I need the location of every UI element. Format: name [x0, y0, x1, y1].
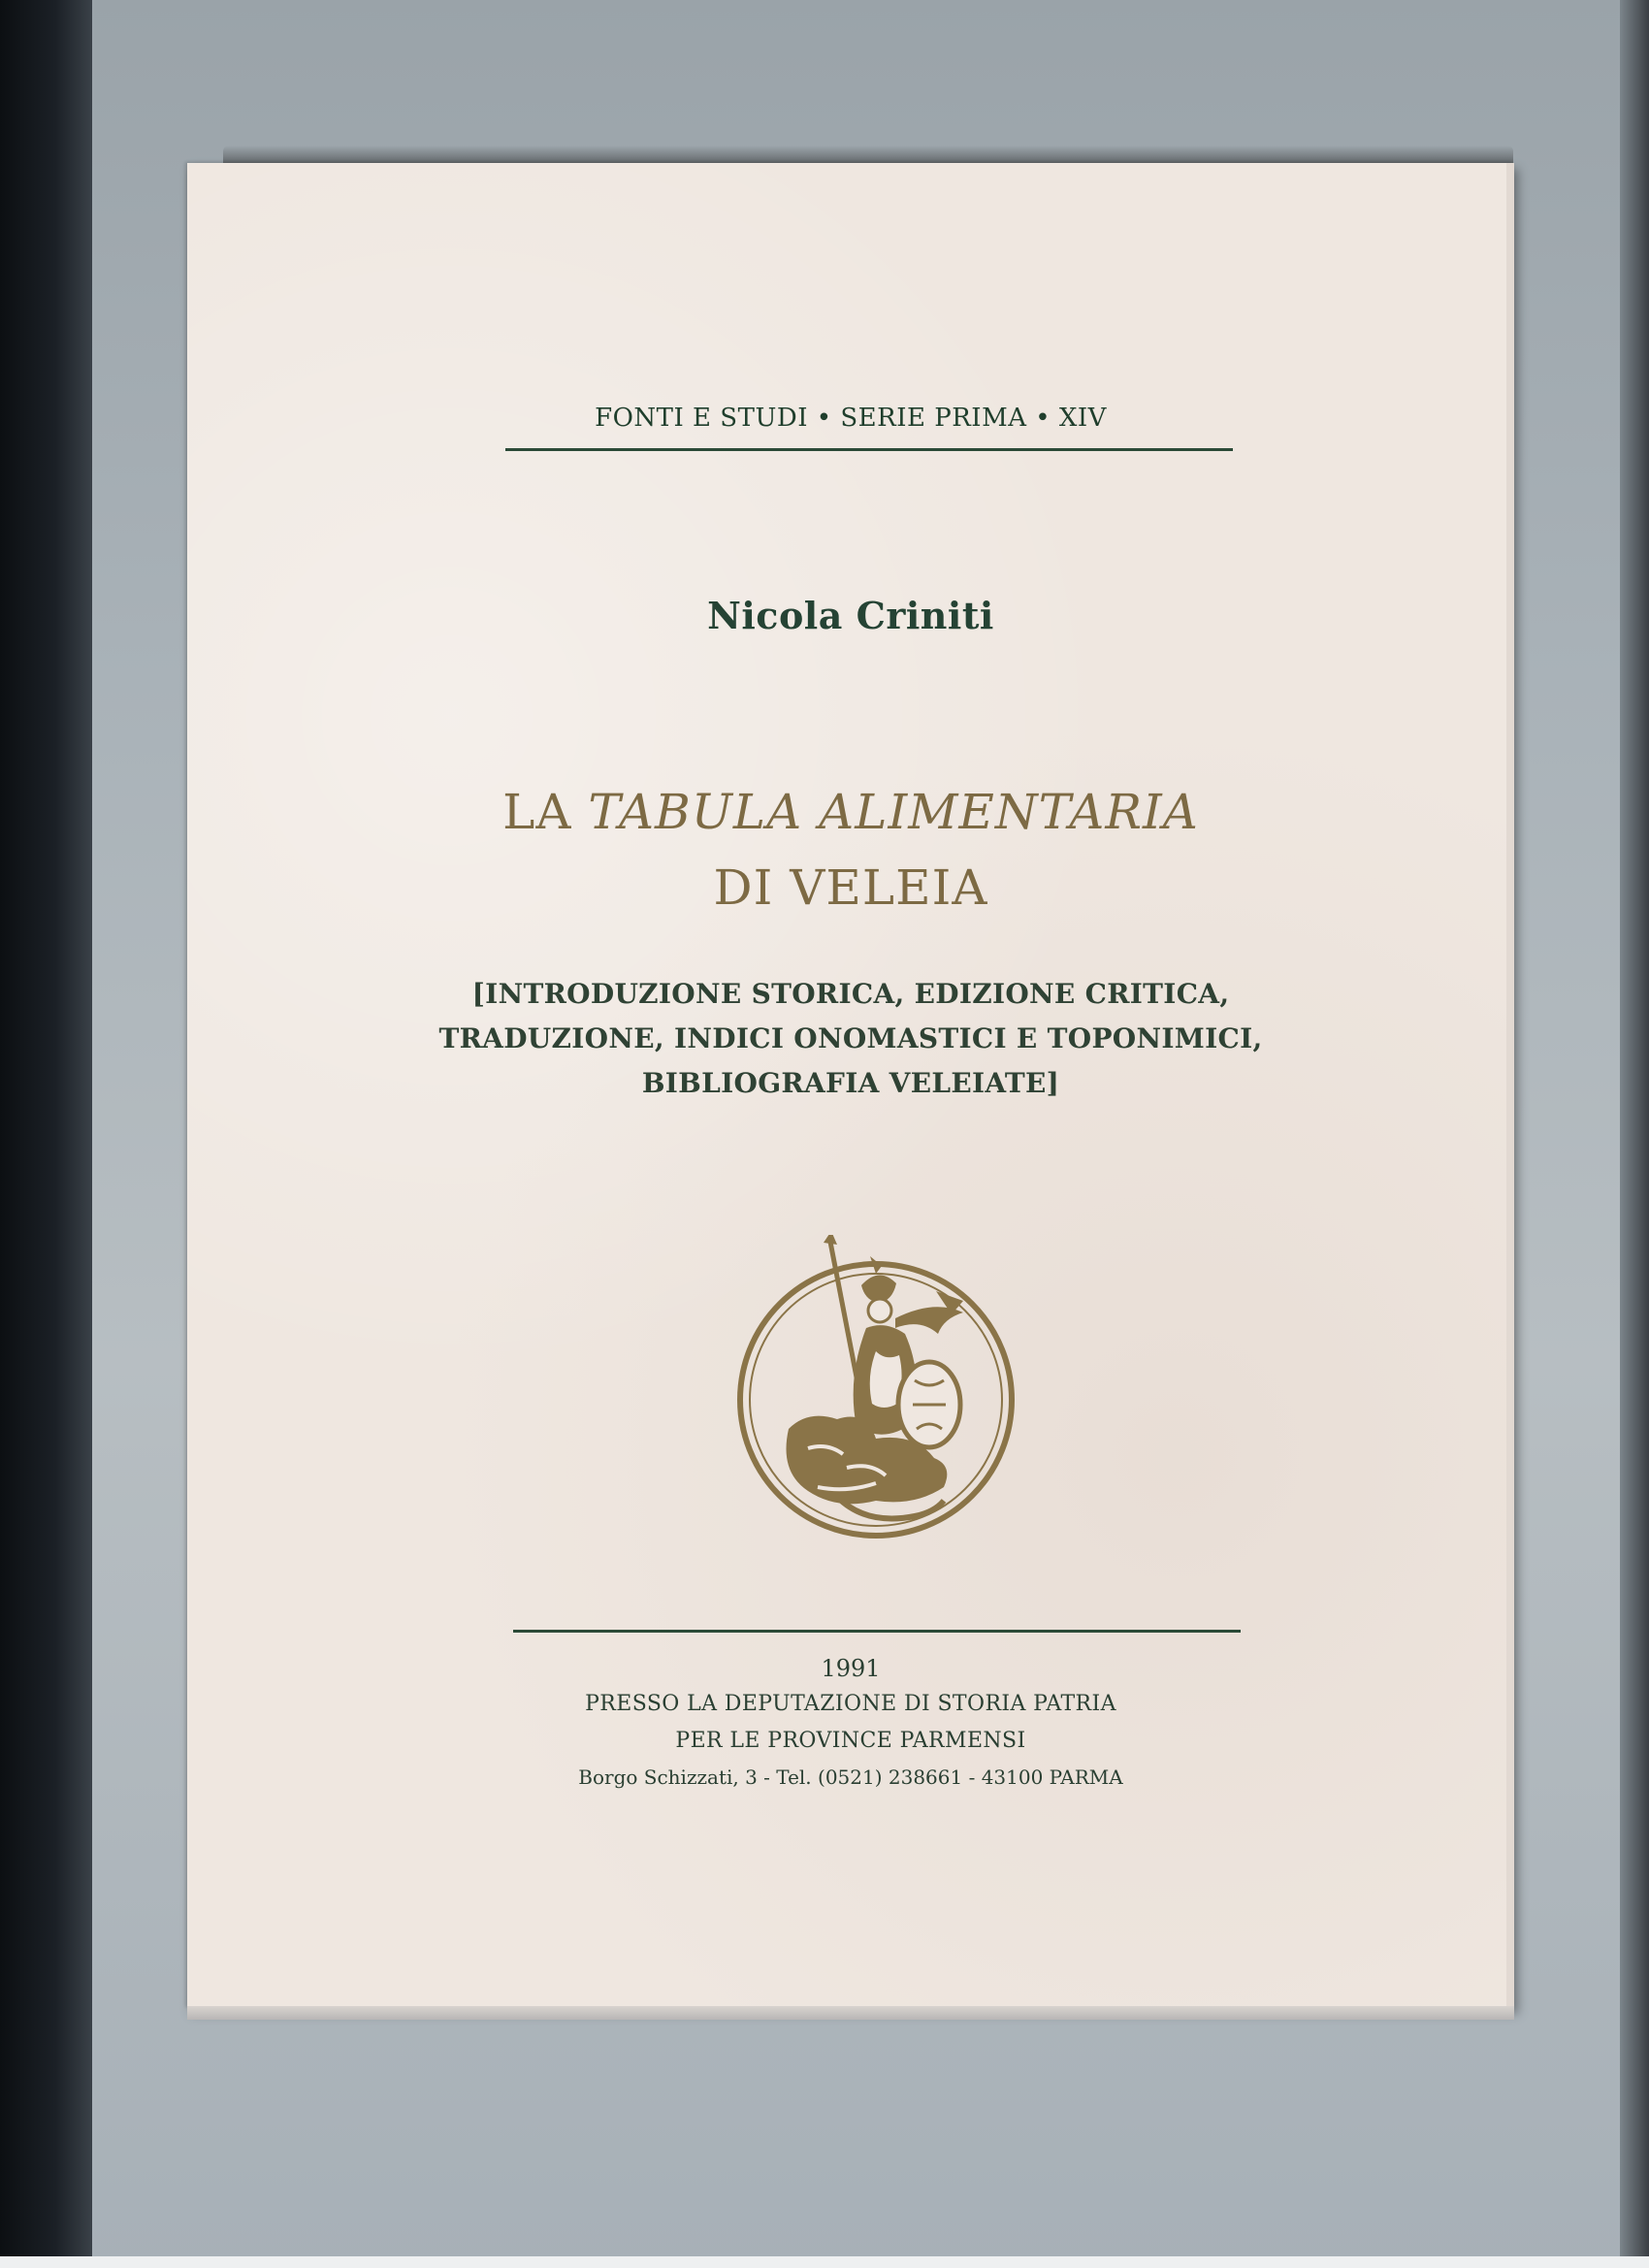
scanner-left-edge [0, 0, 92, 2268]
top-divider [505, 448, 1233, 451]
book-cover [187, 163, 1514, 2008]
title-prefix: LA [502, 784, 589, 840]
subtitle-line-3: BIBLIOGRAFIA VELEIATE] [641, 1067, 1060, 1099]
series-line: FONTI E STUDI • SERIE PRIMA • XIV [595, 404, 1107, 433]
title-italic: TABULA ALIMENTARIA [588, 784, 1199, 840]
publisher-address: Borgo Schizzati, 3 - Tel. (0521) 238661 - 43100 PARMA [578, 1766, 1123, 1789]
seal-emblem-icon [730, 1235, 1021, 1545]
subtitle-line-2: TRADUZIONE, INDICI ONOMASTICI E TOPONIMICI, [438, 1022, 1263, 1054]
scanner-right-edge [1620, 0, 1649, 2268]
subtitle-line-1: [INTRODUZIONE STORICA, EDIZIONE CRITICA, [471, 978, 1230, 1010]
bottom-divider [513, 1630, 1241, 1633]
author-name: Nicola Criniti [707, 594, 994, 637]
scanner-bottom-edge [0, 2256, 1649, 2268]
publisher-line-2: PER LE PROVINCE PARMENSI [675, 1729, 1026, 1753]
title-line-1 [187, 784, 1514, 840]
book-page-edge [187, 2006, 1514, 2020]
publisher-line-1: PRESSO LA DEPUTAZIONE DI STORIA PATRIA [585, 1692, 1116, 1716]
publication-year: 1991 [821, 1655, 881, 1682]
title-line-2: DI VELEIA [713, 859, 988, 916]
